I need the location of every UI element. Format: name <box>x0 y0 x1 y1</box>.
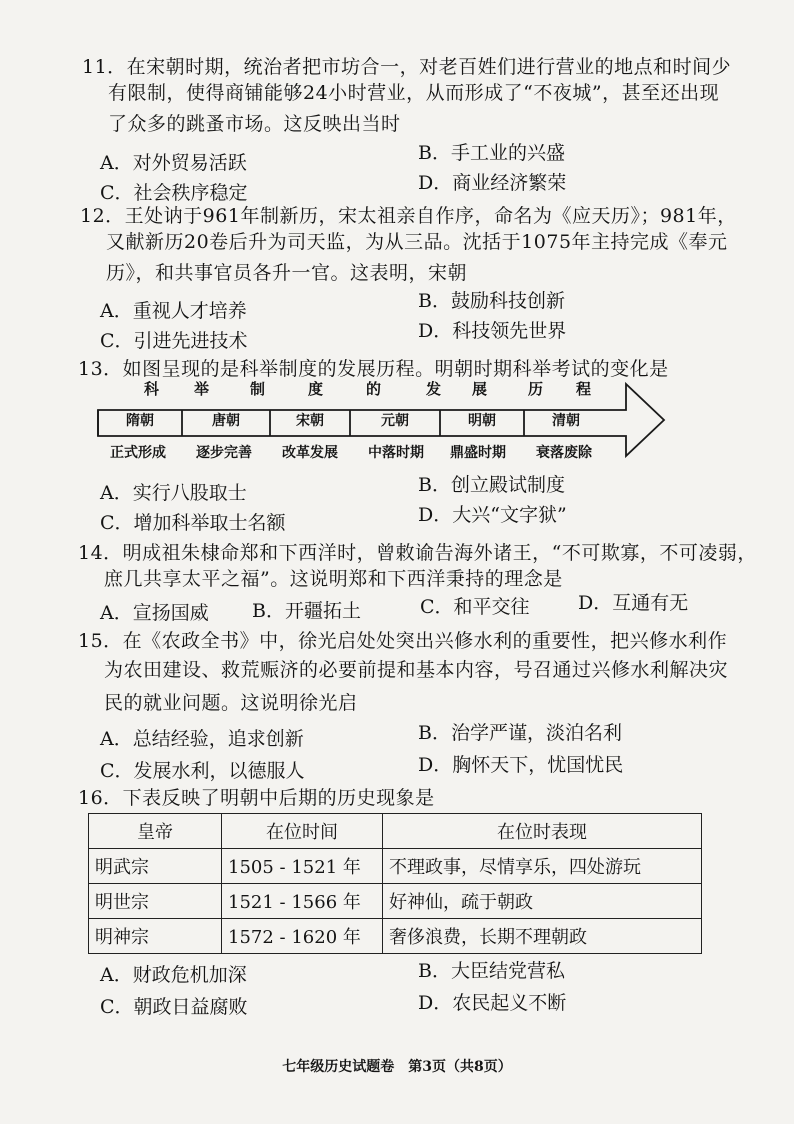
q13-option-d[interactable]: D．大兴“文字狱” <box>418 504 567 526</box>
q16-option-b[interactable]: B．大臣结党营私 <box>418 960 565 982</box>
table-header: 在位时间 <box>222 814 383 849</box>
table-row <box>89 919 702 954</box>
q11-stem-line-3: 了众多的跳蚤市场。这反映出当时 <box>108 113 401 135</box>
q15-option-c[interactable]: C．发展水利，以德服人 <box>100 760 305 782</box>
q14-option-a[interactable]: A．宣扬国威 <box>100 602 209 624</box>
q16-option-a[interactable]: A．财政危机加深 <box>100 964 247 986</box>
timeline-title-char: 制 <box>250 380 268 398</box>
q11-option-d[interactable]: D．商业经济繁荣 <box>418 172 567 194</box>
q14-option-d[interactable]: D．互通有无 <box>578 592 689 614</box>
q15-stem-line-3: 民的就业问题。这说明徐光启 <box>104 692 358 714</box>
timeline-stage: 正式形成 <box>110 445 166 461</box>
timeline-dynasty-qing: 清朝 <box>552 413 580 429</box>
table-header: 皇帝 <box>89 814 222 849</box>
q15-option-a[interactable]: A．总结经验，追求创新 <box>100 728 304 750</box>
timeline-title-char: 举 <box>194 380 212 398</box>
timeline-dynasty-song: 宋朝 <box>296 413 324 429</box>
q12-option-d[interactable]: D．科技领先世界 <box>418 320 567 342</box>
table-cell: 1505 - 1521 年 <box>222 849 383 884</box>
timeline-dynasty-yuan: 元朝 <box>381 413 409 429</box>
q15-option-b[interactable]: B．治学严谨，淡泊名利 <box>418 722 622 744</box>
table-cell: 明武宗 <box>89 849 222 884</box>
page-footer: 七年级历史试题卷 第3页（共8页） <box>282 1059 512 1075</box>
timeline-stage: 鼎盛时期 <box>450 445 506 461</box>
table-cell: 明世宗 <box>89 884 222 919</box>
table-cell: 好神仙，疏于朝政 <box>383 884 702 919</box>
q13-stem: 13．如图呈现的是科举制度的发展历程。明朝时期科举考试的变化是 <box>78 358 669 380</box>
table-cell: 1521 - 1566 年 <box>222 884 383 919</box>
q14-stem-line-2: 庶几共享太平之福”。这说明郑和下西洋秉持的理念是 <box>104 568 563 590</box>
q12-stem-line-3: 历》，和共事官员各升一官。这表明，宋朝 <box>106 262 468 284</box>
q12-option-b[interactable]: B．鼓励科技创新 <box>418 290 565 312</box>
q15-stem-line-2: 为农田建设、救荒赈济的必要前提和基本内容，号召通过兴修水利解决灾 <box>104 659 729 681</box>
timeline-title-char: 程 <box>576 380 594 398</box>
table-header: 在位时表现 <box>383 814 702 849</box>
timeline-stage: 逐步完善 <box>196 445 252 461</box>
q16-option-d[interactable]: D．农民起义不断 <box>418 992 567 1014</box>
timeline-title-char: 科 <box>144 380 162 398</box>
timeline-dynasty-tang: 唐朝 <box>212 413 240 429</box>
table-header-row <box>89 814 702 849</box>
q15-option-d[interactable]: D．胸怀天下，忧国忧民 <box>418 754 624 776</box>
q13-option-b[interactable]: B．创立殿试制度 <box>418 474 565 496</box>
emperor-table <box>88 813 702 954</box>
q12-stem-line-2: 又献新历20卷后升为司天监，为从三品。沈括于1075年主持完成《奉元 <box>106 231 728 253</box>
q11-option-c[interactable]: C．社会秩序稳定 <box>100 182 248 204</box>
table-row <box>89 849 702 884</box>
timeline-stage: 改革发展 <box>282 445 338 461</box>
timeline-stage: 中落时期 <box>368 445 424 461</box>
timeline-title-char: 度 <box>308 380 326 398</box>
q11-option-b[interactable]: B．手工业的兴盛 <box>418 142 565 164</box>
timeline-dynasty-ming: 明朝 <box>468 413 496 429</box>
q13-option-c[interactable]: C．增加科举取士名额 <box>100 512 286 534</box>
q11-stem-line-1: 11．在宋朝时期，统治者把市坊合一，对老百姓们进行营业的地点和时间少 <box>82 56 732 78</box>
q12-stem-line-1: 12．王处讷于961年制新历，宋太祖亲自作序，命名为《应天历》；981年， <box>80 205 737 227</box>
table-cell: 明神宗 <box>89 919 222 954</box>
timeline-title-char: 历 <box>528 380 546 398</box>
table-cell: 不理政事，尽情享乐，四处游玩 <box>383 849 702 884</box>
q14-stem-line-1: 14．明成祖朱棣命郑和下西洋时，曾敕谕告海外诸王，“不可欺寡，不可凌弱， <box>78 542 757 564</box>
q14-option-b[interactable]: B．开疆拓土 <box>252 600 361 622</box>
q15-stem-line-1: 15．在《农政全书》中，徐光启处处突出兴修水利的重要性，把兴修水利作 <box>78 630 728 652</box>
timeline-title-char: 展 <box>472 380 490 398</box>
q16-stem: 16．下表反映了明朝中后期的历史现象是 <box>78 787 435 809</box>
q11-stem-line-2: 有限制，使得商铺能够24小时营业，从而形成了“不夜城”，甚至还出现 <box>108 82 720 104</box>
q16-option-c[interactable]: C．朝政日益腐败 <box>100 996 248 1018</box>
keju-timeline <box>96 378 666 474</box>
table-cell: 奢侈浪费，长期不理朝政 <box>383 919 702 954</box>
q12-option-a[interactable]: A．重视人才培养 <box>100 300 247 322</box>
timeline-title-char: 的 <box>366 380 384 398</box>
table-cell: 1572 - 1620 年 <box>222 919 383 954</box>
timeline-dynasty-sui: 隋朝 <box>126 413 154 429</box>
table-row <box>89 884 702 919</box>
q14-option-c[interactable]: C．和平交往 <box>420 596 530 618</box>
timeline-stage: 衰落废除 <box>536 445 592 461</box>
q12-option-c[interactable]: C．引进先进技术 <box>100 330 248 352</box>
timeline-title-char: 发 <box>426 380 444 398</box>
q13-option-a[interactable]: A．实行八股取士 <box>100 482 247 504</box>
q11-option-a[interactable]: A．对外贸易活跃 <box>100 152 247 174</box>
